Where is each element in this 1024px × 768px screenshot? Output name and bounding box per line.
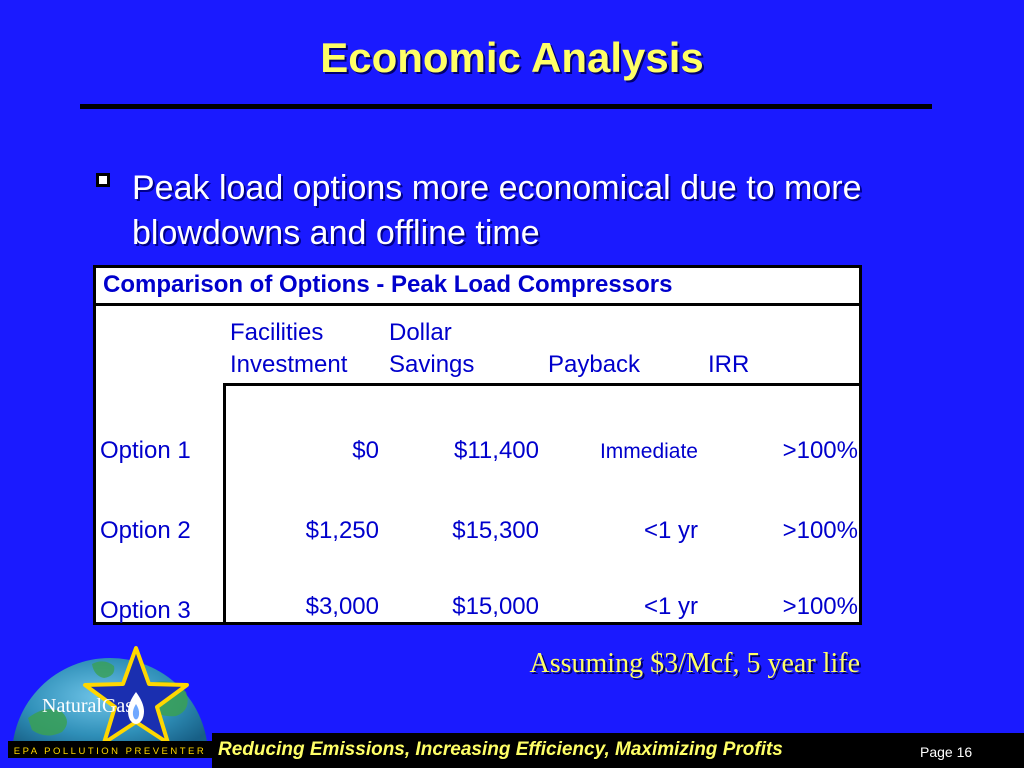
- assumption-note: Assuming $3/Mcf, 5 year life: [529, 648, 860, 679]
- header-payback: Payback: [548, 351, 641, 378]
- header-dollar-line1: Dollar: [389, 319, 452, 346]
- title-divider: [80, 104, 932, 109]
- row-1-option: Option 1: [100, 437, 191, 464]
- header-irr: IRR: [708, 351, 750, 378]
- comparison-table: [93, 265, 862, 625]
- natural-gas-star-logo: [8, 644, 213, 768]
- page-number: Page 16: [920, 744, 973, 760]
- row-2-savings: $15,300: [452, 517, 539, 544]
- table-title: Comparison of Options - Peak Load Compressors: [103, 271, 673, 298]
- row-1-investment: $0: [352, 437, 379, 464]
- row-1-payback: Immediate: [599, 440, 698, 463]
- square-bullet-icon: [96, 173, 110, 187]
- header-facilities-line1: Facilities: [230, 319, 324, 346]
- header-facilities: [230, 317, 347, 381]
- logo-name: NaturalGas: [42, 695, 134, 717]
- row-2-option: Option 2: [100, 517, 191, 544]
- row-2-investment: $1,250: [305, 517, 379, 544]
- option-column-divider: [223, 383, 226, 622]
- row-3-payback: <1 yr: [643, 593, 698, 620]
- row-3-investment: $3,000: [305, 593, 379, 620]
- row-3-savings: $15,000: [452, 593, 539, 620]
- row-3-irr: >100%: [782, 593, 858, 620]
- header-divider: [223, 383, 859, 386]
- slide-title: Economic Analysis: [320, 34, 704, 81]
- row-2-irr: >100%: [782, 517, 858, 544]
- bullet-text: Peak load options more economical due to more blowdowns and offline time: [132, 169, 862, 252]
- row-3-option: Option 3: [100, 597, 191, 624]
- row-1-savings: $11,400: [454, 437, 539, 464]
- logo-tagline: EPA POLLUTION PREVENTER: [13, 746, 207, 757]
- header-dollar: [389, 317, 474, 381]
- header-dollar-line2: Savings: [389, 351, 475, 378]
- row-1-irr: >100%: [782, 437, 858, 464]
- table-title-divider: [96, 303, 859, 306]
- header-facilities-line2: Investment: [230, 351, 348, 378]
- footer-tagline: Reducing Emissions, Increasing Efficiency, Maximizing Profits: [218, 739, 783, 760]
- row-2-payback: <1 yr: [643, 517, 698, 544]
